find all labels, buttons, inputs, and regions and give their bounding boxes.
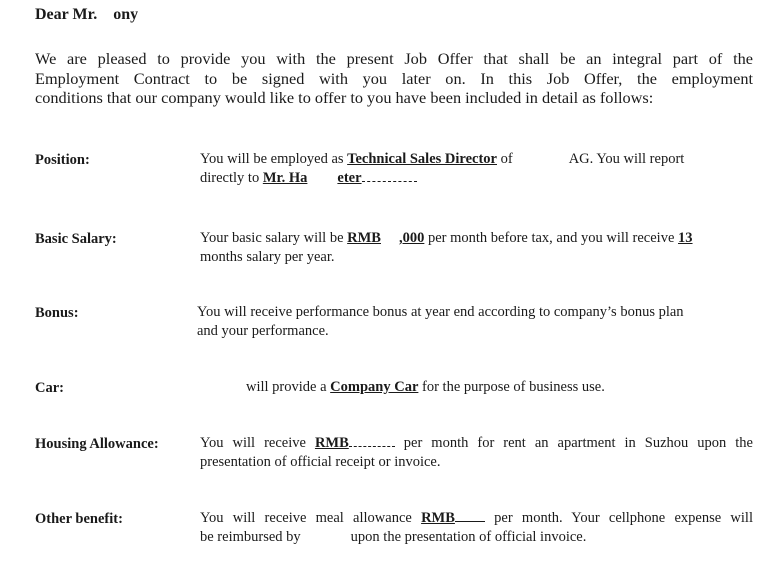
housing-text: You will receive RMB per month for rent an apartment in Suzhou upon the presentation of official receipt or invoice. xyxy=(200,435,753,470)
intro-line: We are pleased to provide you with the present Job Offer that shall be an integral part of the xyxy=(35,49,753,68)
salary-months: 13 xyxy=(678,230,693,246)
salary-text: Your basic salary will be RMB ,000 per month before tax, and you will receive 13 months salary per year. xyxy=(200,230,693,265)
job-title: Technical Sales Director xyxy=(347,151,497,167)
car-label: Car: xyxy=(35,380,64,396)
other-benefit-text: You will receive meal allowance RMB per month. Your cellphone expense will be reimbursed by upon the presentation of official invoice. xyxy=(200,510,753,545)
manager-name: Mr. Ha eter xyxy=(262,169,362,186)
salary-label: Basic Salary: xyxy=(35,231,117,247)
intro-paragraph xyxy=(35,49,753,108)
meal-allowance-amount: RMB xyxy=(421,510,455,526)
car-text: will provide a Company Car for the purpose of business use. xyxy=(246,379,605,395)
position-label: Position: xyxy=(35,152,90,168)
intro-line: conditions that our company would like to offer to you have been included in detail as follows: xyxy=(35,88,654,107)
other-benefit-label: Other benefit: xyxy=(35,511,123,527)
company-car: Company Car xyxy=(330,379,419,395)
bonus-text: You will receive performance bonus at year end according to company’s bonus plan and your performance. xyxy=(197,304,684,339)
greeting: Dear Mr. ony xyxy=(35,6,139,23)
housing-label: Housing Allowance: xyxy=(35,436,159,452)
position-text: You will be employed as Technical Sales Director of AG. You will report directly to Mr. Ha eter xyxy=(200,151,685,186)
company-suffix: AG. You will report xyxy=(568,151,685,167)
intro-line: Employment Contract to be signed with you later on. In this Job Offer, the employment xyxy=(35,68,753,88)
salary-amount: RMB ,000 xyxy=(347,230,425,246)
bonus-label: Bonus: xyxy=(35,305,79,321)
housing-amount: RMB xyxy=(314,435,349,451)
